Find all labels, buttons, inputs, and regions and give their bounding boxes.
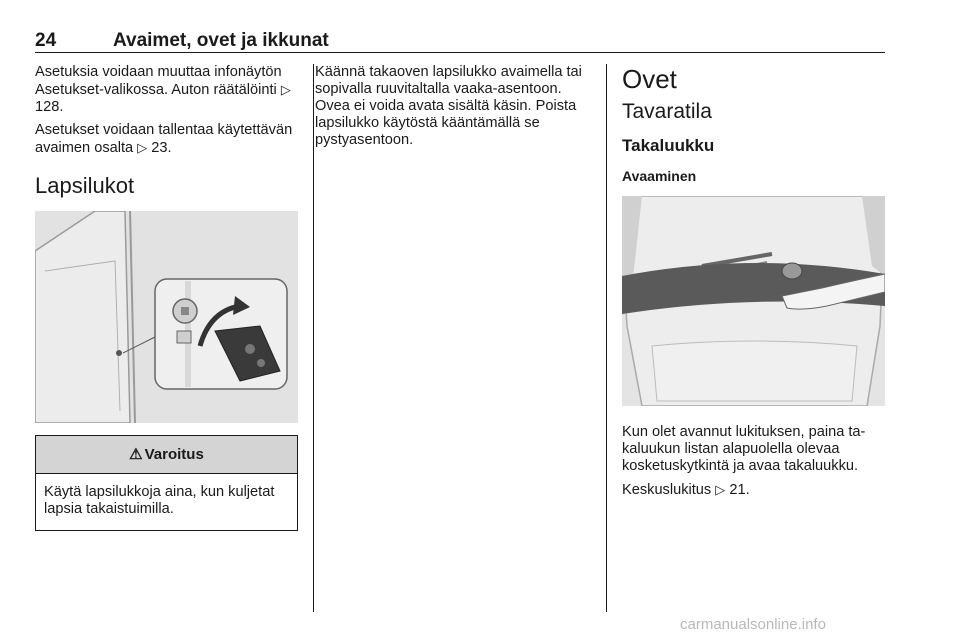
page-number: 24: [35, 30, 57, 51]
topic-heading: Avaaminen: [622, 168, 697, 184]
header-rule: [35, 52, 885, 53]
page-reference[interactable]: 128.: [35, 99, 64, 115]
paragraph: Käännä takaoven lapsilukko avaimella tai sopivalla ruuvitaltalla vaaka-asentoon. Ovea ei voida avata sisältä käsin. Poista lapsilukko käytöstä kääntämällä se pystyasentoon.: [315, 64, 582, 148]
column-3: [622, 64, 887, 505]
ref-arrow-icon: ▷: [715, 482, 726, 497]
tailgate-illustration: [622, 196, 885, 406]
section-heading: Lapsilukot: [35, 173, 135, 198]
page-header: [35, 30, 885, 54]
column-divider: [606, 64, 607, 612]
child-lock-illustration: [35, 211, 298, 423]
paragraph: Asetuksia voidaan muuttaa infonäytön Asetukset-valikossa. Auton räätälöinti ▷ 128.: [35, 64, 291, 115]
page-reference[interactable]: 23.: [151, 140, 172, 156]
warning-text: Käytä lapsilukkoja aina, kun kuljetat lapsia takaistuimilla.: [44, 484, 275, 517]
chapter-heading: Ovet: [622, 64, 677, 94]
warning-box: [35, 435, 298, 531]
watermark: carmanualsonline.info: [680, 616, 826, 633]
warning-header: [36, 436, 297, 474]
warning-title: Varoitus: [144, 446, 204, 463]
paragraph: Keskuslukitus ▷ 21.: [622, 482, 750, 498]
chapter-title: Avaimet, ovet ja ikkunat: [113, 30, 329, 51]
subsection-heading: Takaluukku: [622, 136, 715, 155]
paragraph: Kun olet avannut lukituksen, paina takaluukun listan alapuolella olevaa kosketuskytkintä ja avaa takaluukku.: [622, 424, 866, 474]
section-heading: Tavaratila: [622, 100, 712, 123]
ref-arrow-icon: ▷: [137, 140, 148, 155]
column-2: [315, 64, 595, 155]
column-divider: [313, 64, 314, 612]
paragraph: Asetukset voidaan tallentaa käytettävän avaimen osalta ▷ 23.: [35, 122, 293, 156]
warning-triangle-icon: ⚠: [129, 446, 143, 463]
column-1: [35, 64, 300, 531]
page-reference[interactable]: 21.: [729, 482, 750, 498]
ref-arrow-icon: ▷: [280, 82, 291, 97]
